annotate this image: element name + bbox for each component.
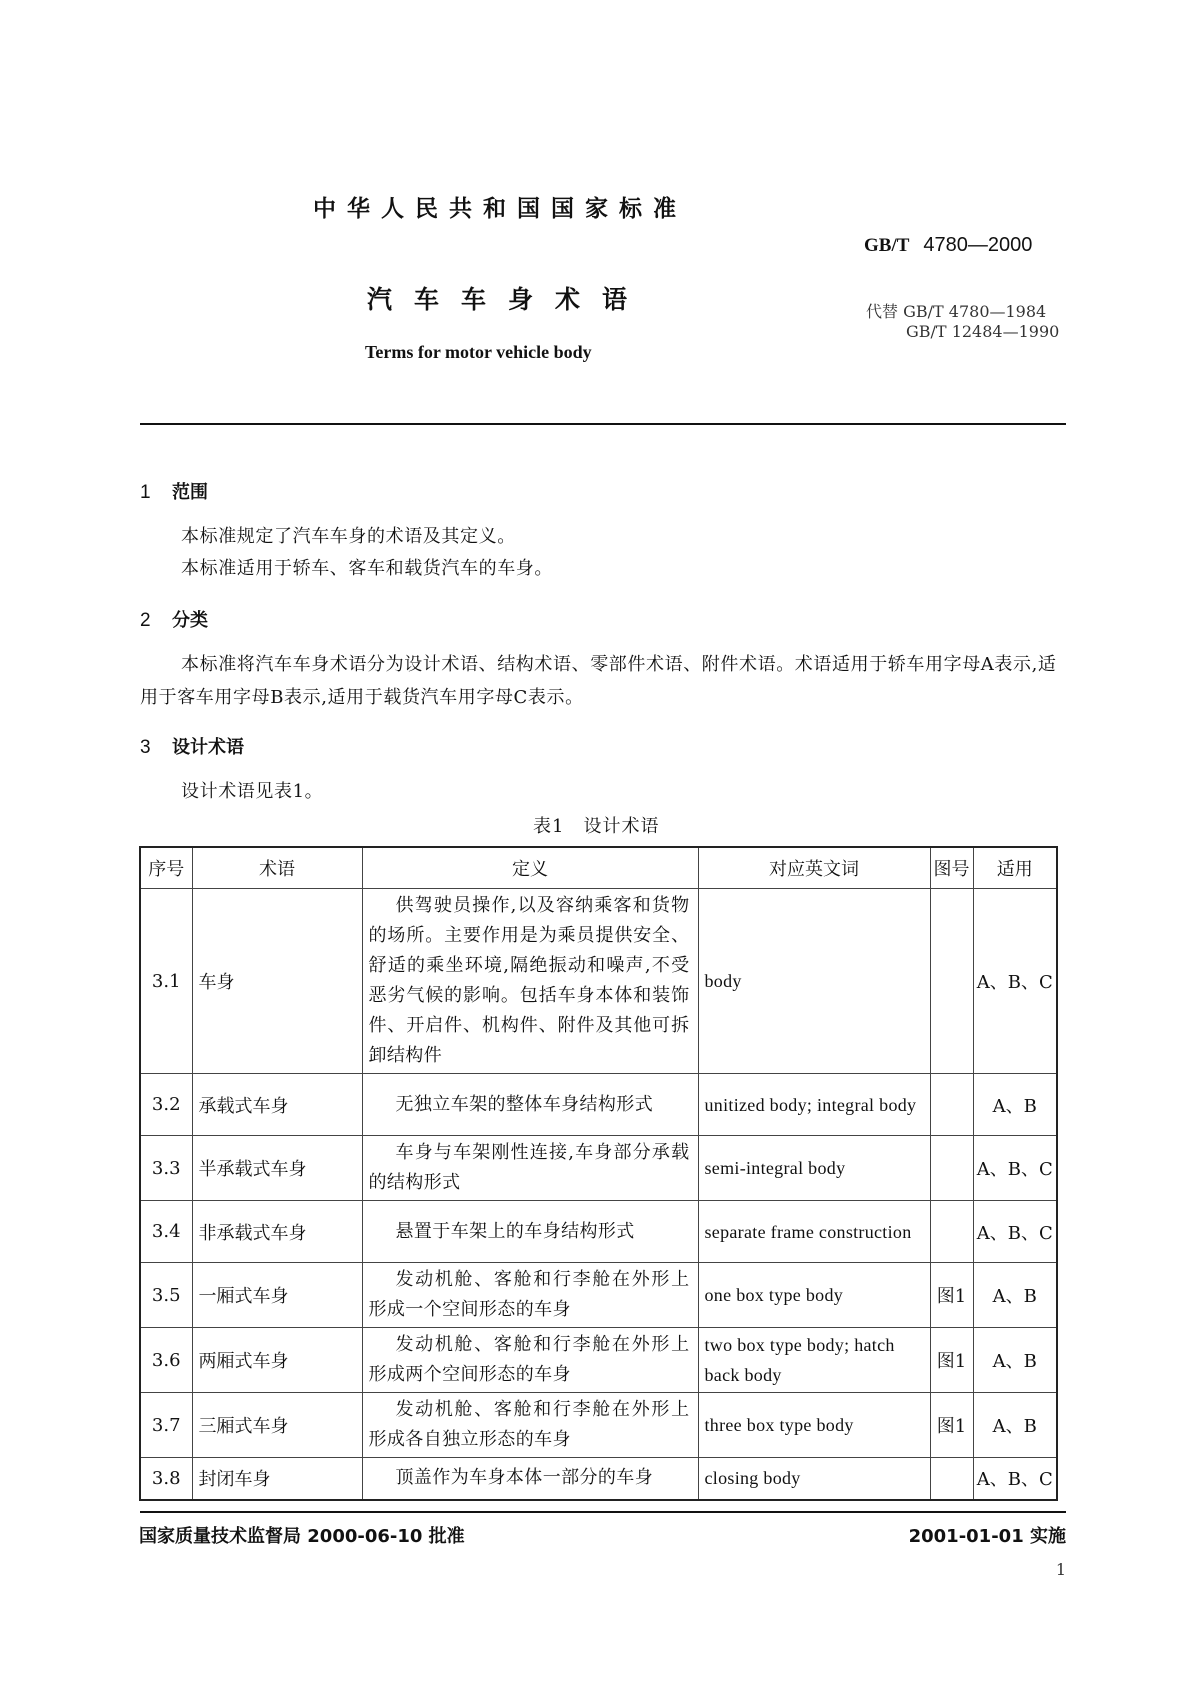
- row-number: 3.6: [140, 1328, 192, 1393]
- paragraph: 设计术语见表1。: [181, 781, 324, 802]
- paragraph: 本标准规定了汽车车身的术语及其定义。: [181, 526, 516, 547]
- table-caption: 表1 设计术语: [533, 816, 660, 837]
- section-heading: [140, 478, 208, 504]
- english-title: Terms for motor vehicle body: [365, 342, 592, 362]
- section-number: 3: [140, 737, 151, 758]
- row-figure: [930, 889, 973, 1074]
- row-definition: 无独立车架的整体车身结构形式: [362, 1074, 698, 1136]
- replaces-line: 代替 GB/T 4780—1984: [866, 302, 1047, 321]
- section-heading: [140, 733, 244, 759]
- row-applicable: A、B: [973, 1393, 1057, 1458]
- header-definition: 定义: [362, 847, 698, 889]
- page-number: 1: [1055, 1559, 1066, 1579]
- table-row: [140, 889, 1057, 1074]
- row-number: 3.2: [140, 1074, 192, 1136]
- row-definition: 发动机舱、客舱和行李舱在外形上形成各自独立形态的车身: [362, 1393, 698, 1458]
- header-term: 术语: [192, 847, 362, 889]
- row-english: two box type body; hatch back body: [698, 1328, 930, 1393]
- row-number: 3.8: [140, 1458, 192, 1500]
- row-applicable: A、B、C: [973, 1136, 1057, 1201]
- footer-divider: [140, 1511, 1066, 1513]
- table-row: [140, 1136, 1057, 1201]
- row-term: 两厢式车身: [192, 1328, 362, 1393]
- header-english: 对应英文词: [698, 847, 930, 889]
- row-term: 一厢式车身: [192, 1263, 362, 1328]
- replaces-line: GB/T 12484—1990: [906, 322, 1060, 341]
- design-terms-table: [139, 846, 1058, 1501]
- row-number: 3.5: [140, 1263, 192, 1328]
- header-no: 序号: [140, 847, 192, 889]
- row-definition: 悬置于车架上的车身结构形式: [362, 1201, 698, 1263]
- row-applicable: A、B: [973, 1328, 1057, 1393]
- row-term: 封闭车身: [192, 1458, 362, 1500]
- code-prefix: GB/T: [864, 235, 910, 256]
- row-figure: 图1: [930, 1263, 973, 1328]
- row-figure: [930, 1074, 973, 1136]
- footer: [139, 1522, 1066, 1548]
- paragraph: 本标准将汽车车身术语分为设计术语、结构术语、零部件术语、附件术语。术语适用于轿车用字母A表示,适用于客车用字母B表示,适用于载货汽车用字母C表示。: [140, 654, 1057, 708]
- header-applicable: 适用: [973, 847, 1057, 889]
- row-english: semi-integral body: [698, 1136, 930, 1201]
- row-applicable: A、B、C: [973, 1458, 1057, 1500]
- section-title: 设计术语: [172, 737, 244, 758]
- row-figure: [930, 1201, 973, 1263]
- row-term: 三厢式车身: [192, 1393, 362, 1458]
- standard-code: [864, 234, 1032, 257]
- row-english: unitized body; integral body: [698, 1074, 930, 1136]
- section-number: 2: [140, 610, 151, 631]
- row-definition: 供驾驶员操作,以及容纳乘客和货物的场所。主要作用是为乘员提供安全、舒适的乘坐环境,隔绝振动和噪声,不受恶劣气候的影响。包括车身本体和装饰件、开启件、机构件、附件及其他可拆卸结构件: [362, 889, 698, 1074]
- section-heading: [140, 606, 208, 632]
- row-figure: 图1: [930, 1328, 973, 1393]
- row-applicable: A、B、C: [973, 889, 1057, 1074]
- row-applicable: A、B: [973, 1263, 1057, 1328]
- row-applicable: A、B: [973, 1074, 1057, 1136]
- effective-date: 2001-01-01 实施: [908, 1525, 1066, 1547]
- row-definition: 顶盖作为车身本体一部分的车身: [362, 1458, 698, 1500]
- row-term: 车身: [192, 889, 362, 1074]
- approval-note: 国家质量技术监督局 2000-06-10 批准: [139, 1525, 465, 1547]
- row-english: three box type body: [698, 1393, 930, 1458]
- row-applicable: A、B、C: [973, 1201, 1057, 1263]
- table-row: [140, 1458, 1057, 1500]
- paragraph: 本标准适用于轿车、客车和载货汽车的车身。: [181, 558, 553, 579]
- row-number: 3.1: [140, 889, 192, 1074]
- row-term: 非承载式车身: [192, 1201, 362, 1263]
- section-title: 分类: [172, 610, 208, 631]
- row-english: separate frame construction: [698, 1201, 930, 1263]
- row-figure: 图1: [930, 1393, 973, 1458]
- table-row: [140, 1074, 1057, 1136]
- row-definition: 车身与车架刚性连接,车身部分承载的结构形式: [362, 1136, 698, 1201]
- table-row: [140, 1201, 1057, 1263]
- row-definition: 发动机舱、客舱和行李舱在外形上形成两个空间形态的车身: [362, 1328, 698, 1393]
- row-figure: [930, 1458, 973, 1500]
- section-number: 1: [140, 482, 151, 503]
- table-row: [140, 1393, 1057, 1458]
- replaces-note: [866, 302, 1059, 342]
- code-number: 4780—2000: [923, 234, 1033, 256]
- row-english: closing body: [698, 1458, 930, 1500]
- header-figure: 图号: [930, 847, 973, 889]
- row-number: 3.4: [140, 1201, 192, 1263]
- row-english: one box type body: [698, 1263, 930, 1328]
- header-divider: [140, 423, 1066, 425]
- section-title: 范围: [172, 482, 208, 503]
- row-figure: [930, 1136, 973, 1201]
- row-english: body: [698, 889, 930, 1074]
- table-row: [140, 1328, 1057, 1393]
- row-number: 3.7: [140, 1393, 192, 1458]
- row-term: 半承载式车身: [192, 1136, 362, 1201]
- row-definition: 发动机舱、客舱和行李舱在外形上形成一个空间形态的车身: [362, 1263, 698, 1328]
- table-and-footer: [139, 846, 1066, 1579]
- row-term: 承载式车身: [192, 1074, 362, 1136]
- document-title: 汽车车身术语: [367, 285, 650, 314]
- table-row: [140, 1263, 1057, 1328]
- row-number: 3.3: [140, 1136, 192, 1201]
- national-standard-heading: 中华人民共和国国家标准: [313, 196, 687, 222]
- table-header-row: [140, 847, 1057, 889]
